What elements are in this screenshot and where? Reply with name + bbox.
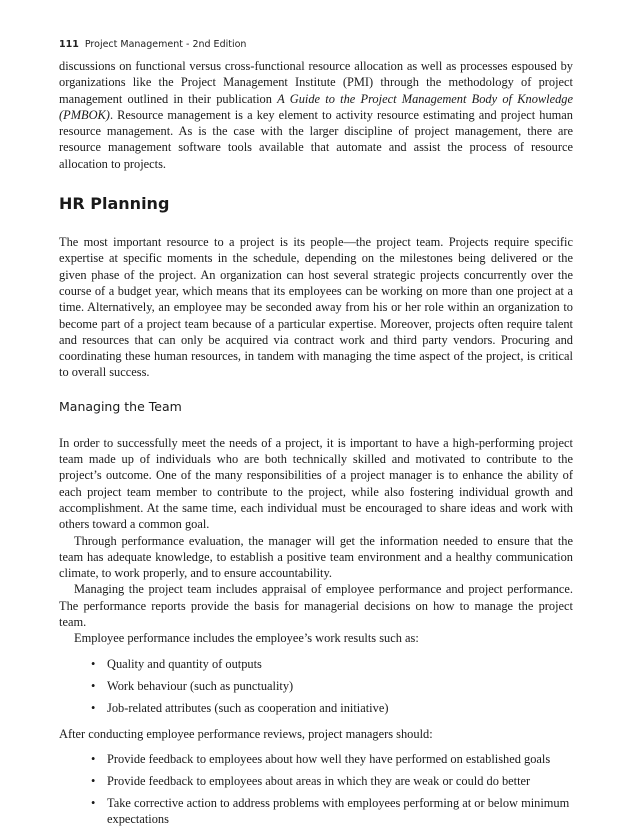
- intro-text-2: . Resource management is a key element to activity resource estimating and project human resource management. As is the case with the larger discipline of project management, there are resource management software tools available that automate and assist the process of resource allocation to projects.: [59, 107, 573, 171]
- hr-planning-heading: HR Planning: [59, 194, 170, 214]
- list-item: • Quality and quantity of outputs: [91, 657, 573, 673]
- running-header: [59, 38, 573, 52]
- list-item: • Work behaviour (such as punctuality): [91, 679, 573, 695]
- list-item: • Provide feedback to employees about how well they have performed on established goals: [91, 752, 573, 768]
- after-reviews-paragraph: After conducting employee performance reviews, project managers should:: [59, 727, 433, 742]
- managing-team-paragraph-1: In order to successfully meet the needs of a project, it is important to have a high-performing project team made up of individuals who are both technically skilled and motivated to contribute to the project’s outcome. One of the many responsibilities of a project manager is to enhance the ability of each project team member to contribute to the project, while also fostering individual growth and accomplishment. At the same time, each individual must be encouraged to share ideas and work with others toward a common goal.: [59, 435, 573, 532]
- work-results-list: [59, 657, 573, 717]
- managing-team-section: [59, 435, 573, 647]
- intro-text-1: discussions on functional versus cross-functional resource allocation as well as processes espoused by organizations like the Project Management Institute (PMI) through the methodology of project management outlined in their publication: [59, 59, 573, 106]
- page-number: 111: [59, 39, 79, 50]
- intro-section: [59, 58, 573, 172]
- pmbok-title: A Guide to the Project Management Body of Knowledge (PMBOK): [59, 91, 573, 122]
- managing-team-heading: Managing the Team: [59, 398, 182, 414]
- list-item: • Take corrective action to address problems with employees performing at or below minimum expectations: [91, 796, 573, 827]
- hr-planning-section: [59, 234, 573, 381]
- hr-planning-paragraph: The most important resource to a project is its people—the project team. Projects require specific expertise at specific moments in the schedule, depending on the milestones being delivered or the given phase of the project. An organization can host several strategic projects concurrently over the course of a budget year, which means that its employees can be working on more than one project at a time. Alternatively, an employee may be seconded away from his or her role within an organization to become part of a project team because of a particular expertise. Moreover, projects often require talent and resources that can only be acquired via contract work and third party vendors. Procuring and coordinating these human resources, in tandem with managing the time aspect of the project, is critical to overall success.: [59, 235, 573, 380]
- list-item: • Job-related attributes (such as cooperation and initiative): [91, 701, 573, 717]
- managing-team-paragraph-4: Employee performance includes the employee’s work results such as:: [74, 631, 419, 646]
- document-page: [59, 38, 573, 837]
- intro-paragraph: [59, 58, 573, 172]
- book-title: Project Management - 2nd Edition: [84, 39, 247, 50]
- after-reviews-section: [59, 726, 573, 742]
- managing-team-paragraph-2: Through performance evaluation, the manager will get the information needed to ensure that the team has adequate knowledge, to establish a positive team environment and a healthy communication climate, to work properly, and to ensure accountability.: [59, 533, 573, 581]
- manager-actions-list: [59, 752, 573, 827]
- list-item: • Provide feedback to employees about areas in which they are weak or could do better: [91, 774, 573, 790]
- managing-team-paragraph-3: Managing the project team includes appraisal of employee performance and project performance. The performance reports provide the basis for managerial decisions on how to manage the project team.: [59, 582, 573, 630]
